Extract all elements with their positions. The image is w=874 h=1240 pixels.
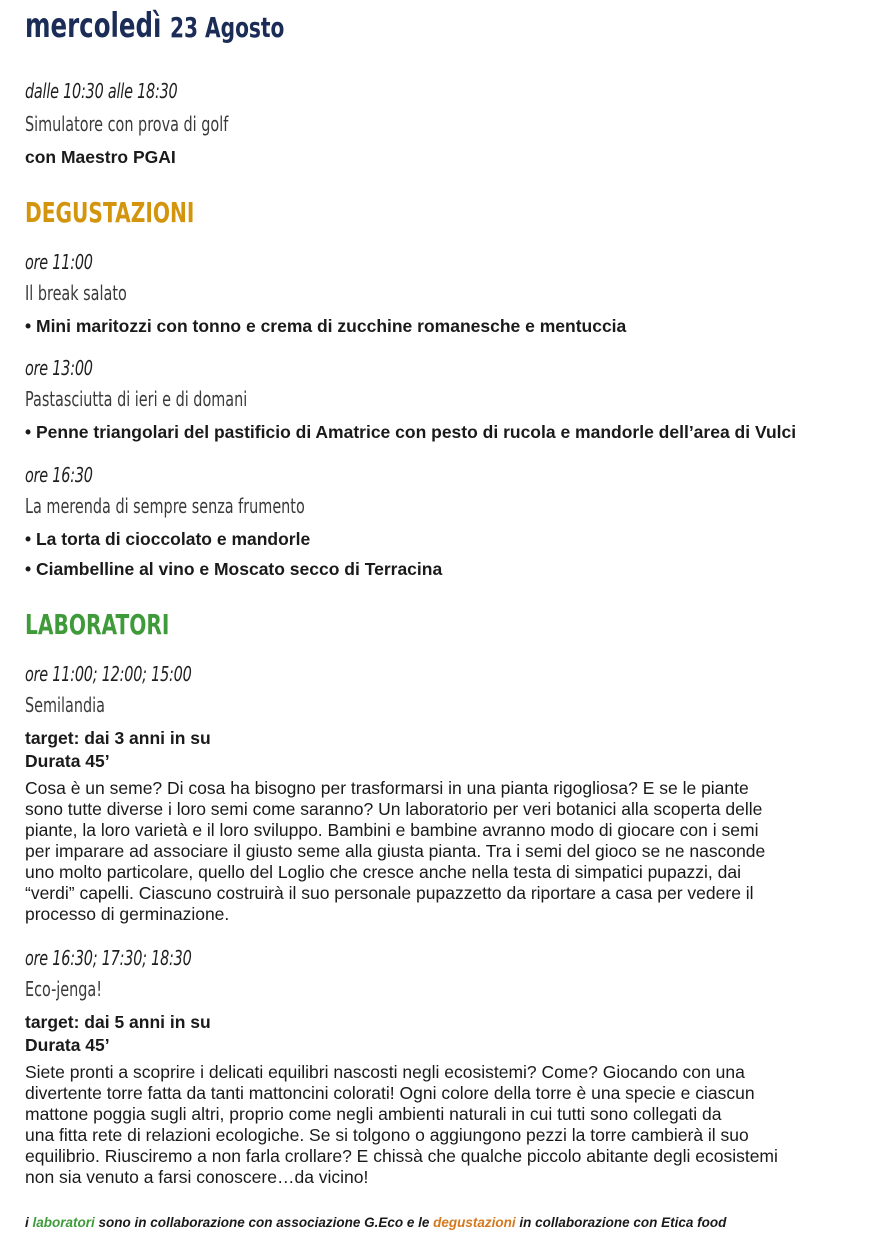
footer-laboratori: laboratori (32, 1215, 95, 1230)
menu-item: • La torta di cioccolato e mandorle (25, 529, 311, 549)
section-heading-degustazioni: DEGUSTAZIONI (25, 196, 195, 229)
event-duration: Durata 45’ (25, 751, 110, 771)
description-line: “verdi” capelli. Ciascuno costruirà il suo personale pupazzetto da riportare a casa per vedere il (25, 883, 754, 903)
event-title: La merenda di sempre senza frumento (25, 494, 305, 518)
menu-item: • Ciambelline al vino e Moscato secco di Terracina (25, 559, 443, 579)
event-target: target: dai 3 anni in su (25, 728, 211, 748)
event-time: ore 13:00 (25, 356, 93, 380)
event-target: target: dai 5 anni in su (25, 1012, 211, 1032)
page-title (25, 6, 284, 46)
description-line: una fitta rete di relazioni ecologiche. Se si tolgono o aggiungono pezzi la torre cambierà il suo (25, 1125, 749, 1145)
menu-item: • Mini maritozzi con tonno e crema di zucchine romanesche e mentuccia (25, 316, 627, 336)
description-line: Cosa è un seme? Di cosa ha bisogno per trasformarsi in una pianta rigogliosa? E se le piante (25, 778, 749, 798)
description-line: divertente torre fatta da tanti mattoncini colorati! Ogni colore della torre è una specie e ciascun (25, 1083, 755, 1103)
description-line: Siete pronti a scoprire i delicati equilibri nascosti negli ecosistemi? Come? Giocando con una (25, 1062, 745, 1082)
menu-item: • Penne triangolari del pastificio di Amatrice con pesto di rucola e mandorle dell’area di Vulci (25, 422, 797, 442)
event-title: Semilandia (25, 693, 105, 717)
event-time: ore 16:30; 17:30; 18:30 (25, 946, 192, 970)
footer-text: in collaborazione con Etica food (515, 1215, 727, 1230)
event-title: Il break salato (25, 281, 127, 305)
event-description (25, 778, 855, 925)
footer-text: i (25, 1215, 33, 1230)
description-line: per imparare ad associare il giusto seme alla giusta pianta. Tra i semi del gioco se ne nasconde (25, 841, 766, 861)
footer-text: sono in collaborazione con associazione G.Eco e le (94, 1215, 434, 1230)
description-line: sono tutte diverse i loro semi come saranno? Un laboratorio per veri botanici alla scoperta delle (25, 799, 763, 819)
day-name: mercoledì (25, 6, 162, 46)
golf-time: dalle 10:30 alle 18:30 (25, 79, 178, 103)
description-line: uno molto particolare, quello del Loglio che cresce anche nella testa di simpatici pupazzi, dai (25, 862, 741, 882)
event-duration: Durata 45’ (25, 1035, 110, 1055)
event-description (25, 1062, 855, 1188)
event-title: Pastasciutta di ieri e di domani (25, 387, 248, 411)
event-title: Eco-jenga! (25, 977, 103, 1001)
description-line: mattone poggia sugli altri, proprio come negli ambienti naturali in cui tutti sono collegati da (25, 1104, 722, 1124)
collaboration-note (25, 1215, 726, 1230)
golf-title: Simulatore con prova di golf (25, 112, 229, 136)
description-line: piante, la loro varietà e il loro sviluppo. Bambini e bambine avranno modo di giocare con i semi (25, 820, 759, 840)
section-heading-laboratori: LABORATORI (25, 608, 170, 641)
event-time: ore 11:00; 12:00; 15:00 (25, 662, 192, 686)
description-line: processo di germinazione. (25, 904, 230, 924)
description-line: equilibrio. Riusciremo a non farla crollare? E chissà che qualche piccolo abitante degli ecosistemi (25, 1146, 778, 1166)
description-line: non sia venuto a farsi conoscere…da vicino! (25, 1167, 369, 1187)
event-time: ore 11:00 (25, 250, 93, 274)
date: 23 Agosto (169, 11, 285, 44)
event-time: ore 16:30 (25, 463, 93, 487)
golf-subtitle: con Maestro PGAI (25, 147, 176, 167)
footer-degustazioni: degustazioni (433, 1215, 516, 1230)
